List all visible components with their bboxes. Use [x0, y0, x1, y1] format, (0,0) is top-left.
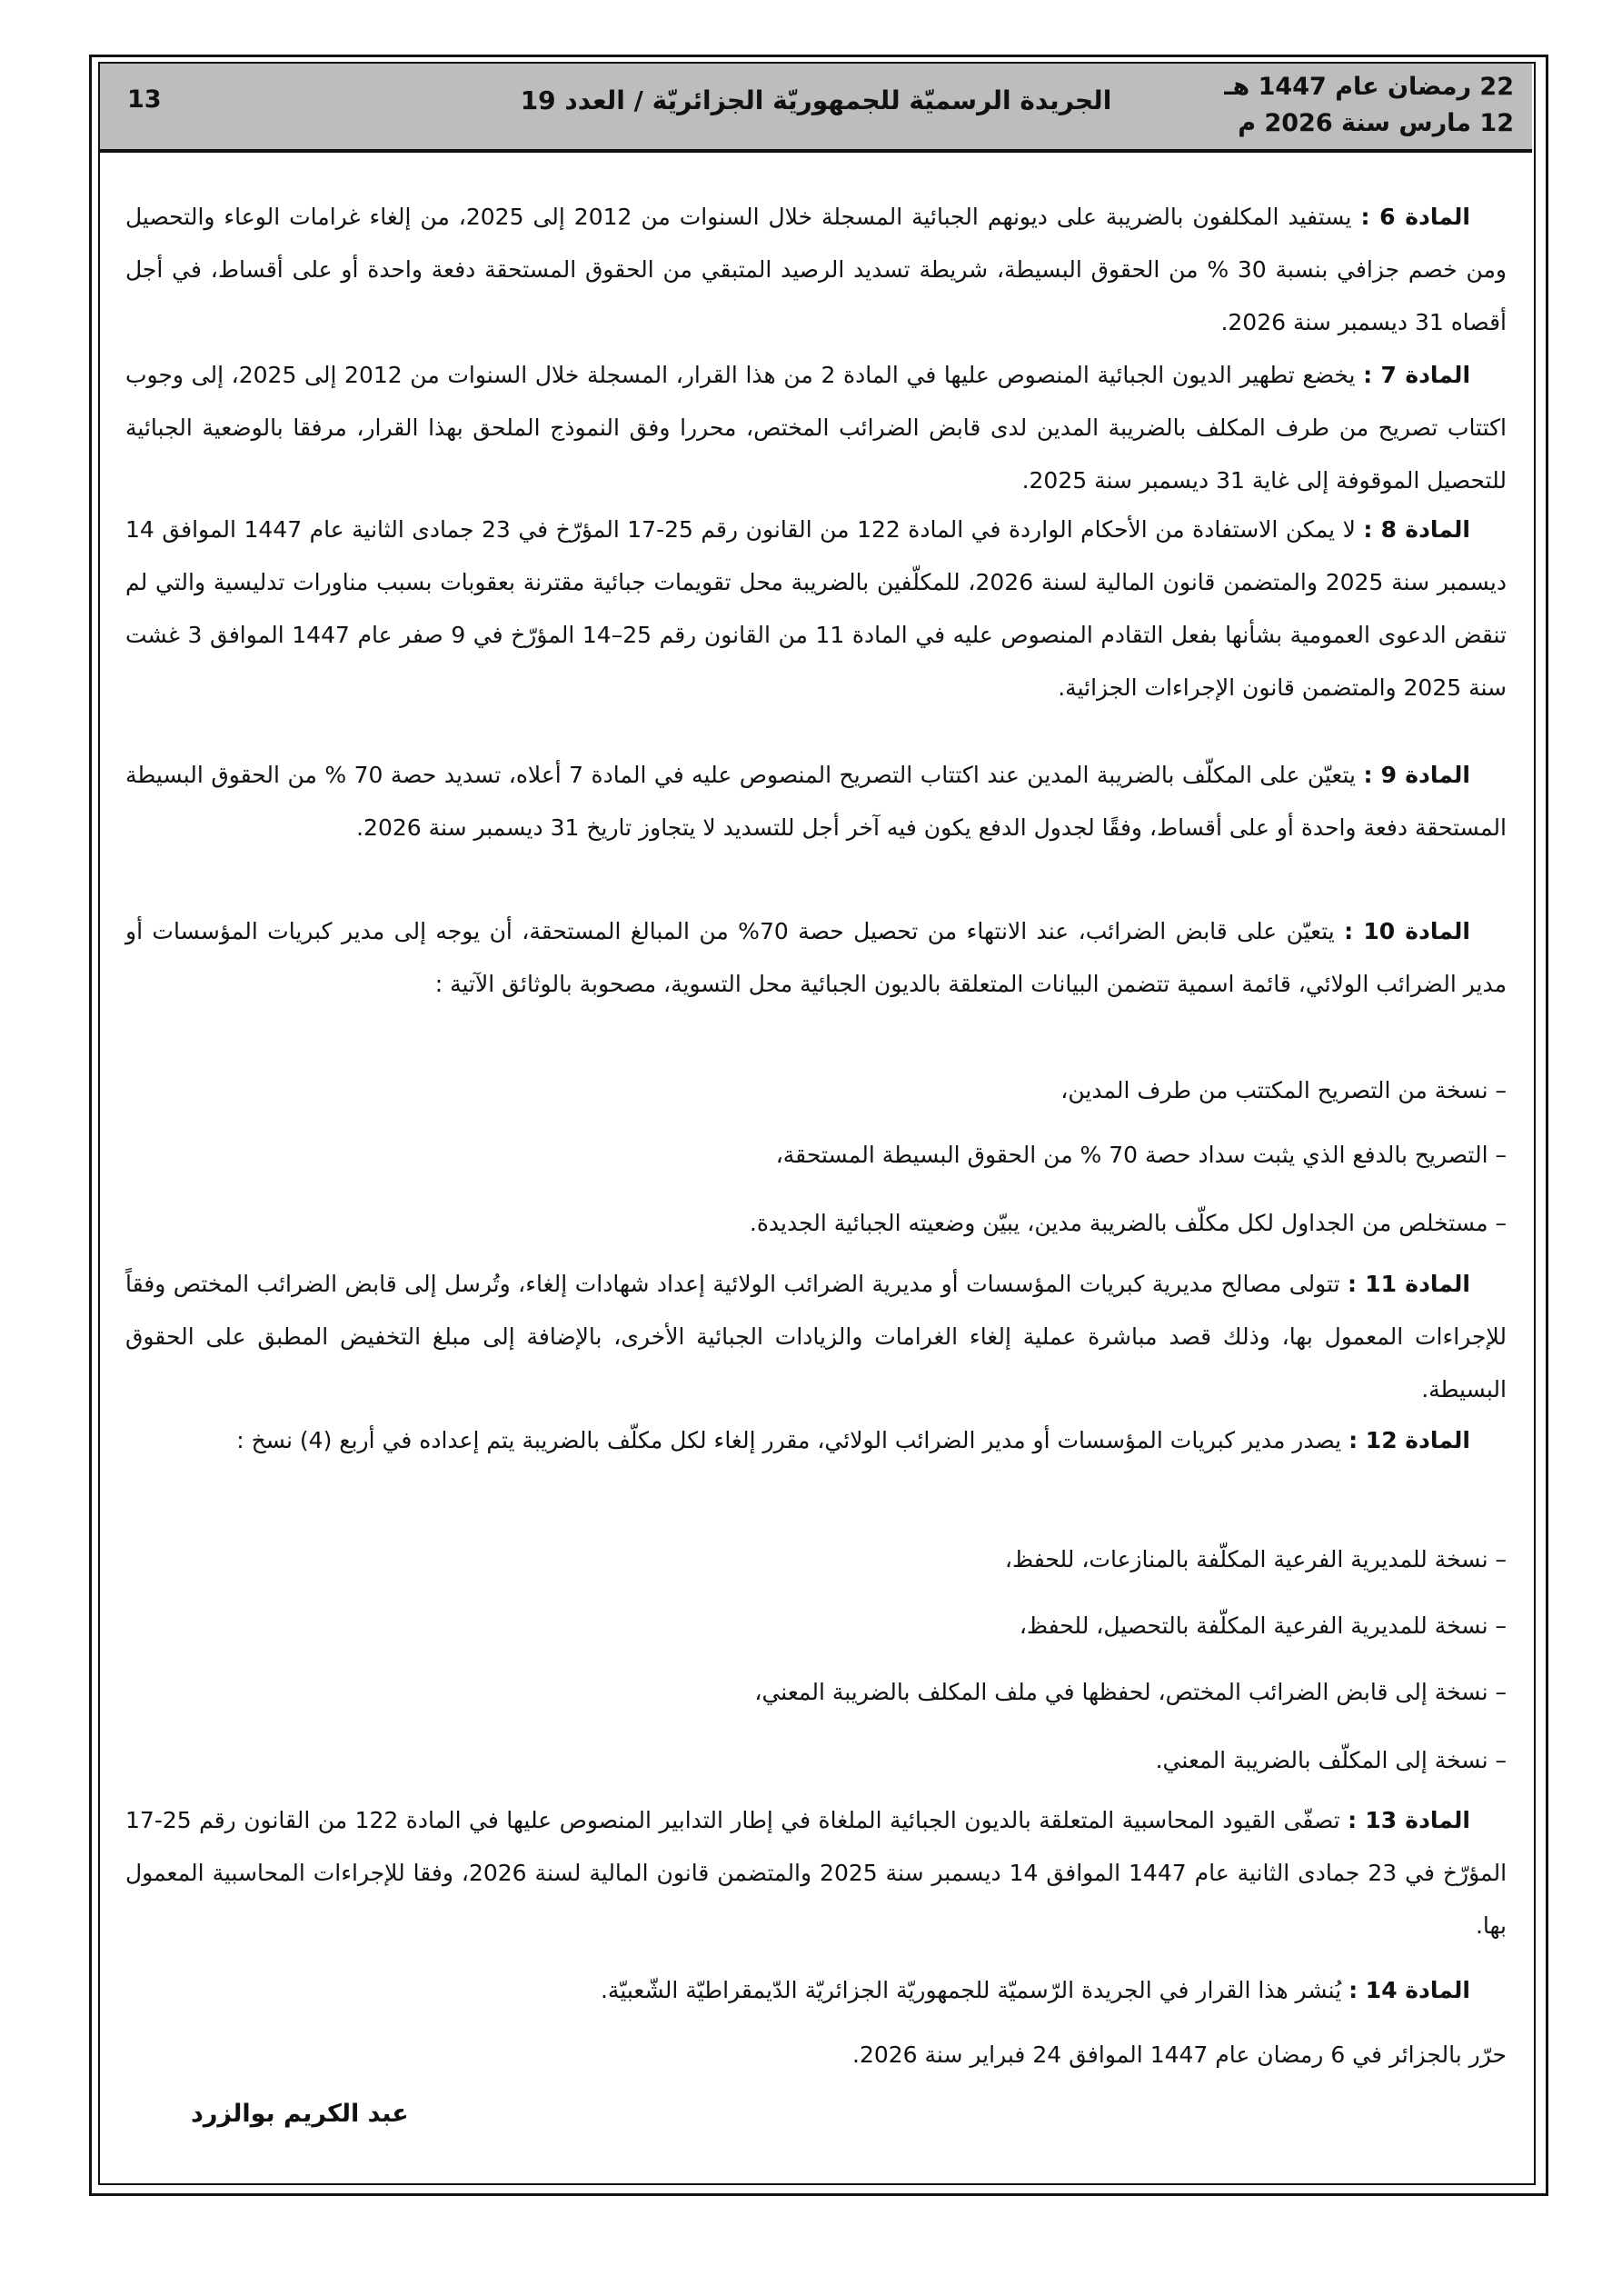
article-label: المادة 12 : — [1348, 1427, 1470, 1453]
article-7 — [125, 349, 1507, 507]
list-item: – مستخلص من الجداول لكل مكلّف بالضريبة مدين، يبيّن وضعيته الجبائية الجديدة. — [749, 1210, 1507, 1236]
article-label: المادة 10 : — [1344, 918, 1470, 944]
closing-date: حرّر بالجزائر في 6 رمضان عام 1447 الموافق 24 فبراير سنة 2026. — [852, 2041, 1507, 2068]
article-14 — [125, 1964, 1507, 2017]
article-12 — [125, 1414, 1507, 1467]
article-text: يخضع تطهير الديون الجبائية المنصوص عليها في المادة 2 من هذا القرار، المسجلة خلال السنوات من 2012 إلى 2025، إلى وجوب اكتتاب تصريح من طرف المكلف بالضريبة المدين لدى قابض الضرائب المختص، محررا وفق النموذج الملحق بهذا القرار، مرفقا بالوضعية الجبائية للتحصيل الموقوفة إلى غاية 31 ديسمبر سنة 2025. — [125, 362, 1507, 494]
article-text: يُنشر هذا القرار في الجريدة الرّسميّة للجمهوريّة الجزائريّة الدّيمقراطيّة الشّعبيّة. — [600, 1977, 1349, 2003]
date-hijri: 22 رمضان عام 1447 هـ — [1224, 73, 1514, 101]
article-6 — [125, 191, 1507, 349]
list-item: – نسخة للمديرية الفرعية المكلّفة بالتحصيل، للحفظ، — [1019, 1612, 1507, 1639]
article-text: يستفيد المكلفون بالضريبة على ديونهم الجبائية المسجلة خلال السنوات من 2012 إلى 2025، من إلغاء غرامات الوعاء والتحصيل ومن خصم جزافي بنسبة 30 % من الحقوق البسيطة، شريطة تسديد الرصيد المتبقي من الحقوق المستحقة دفعة واحدة أو على أقساط، في أجل أقصاه 31 ديسمبر سنة 2026. — [125, 204, 1507, 335]
article-text: يتعيّن على المكلّف بالضريبة المدين عند اكتتاب التصريح المنصوص عليه في المادة 7 أعلاه، تسديد حصة 70 % من الحقوق البسيطة المستحقة دفعة واحدة أو على أقساط، وفقًا لجدول الدفع يكون فيه آخر أجل للتسديد لا يتجاوز تاريخ 31 ديسمبر سنة 2026. — [125, 762, 1507, 841]
journal-title: الجريدة الرسميّة للجمهوريّة الجزائريّة / العدد 19 — [520, 85, 1112, 115]
article-label: المادة 14 : — [1348, 1977, 1470, 2003]
list-item: – نسخة للمديرية الفرعية المكلّفة بالمنازعات، للحفظ، — [1004, 1546, 1507, 1572]
article-text: يصدر مدير كبريات المؤسسات أو مدير الضرائب الولائي، مقرر إلغاء لكل مكلّف بالضريبة يتم إعداده في أربع (4) نسخ : — [236, 1427, 1349, 1453]
list-item: – نسخة إلى قابض الضرائب المختص، لحفظها في ملف المكلف بالضريبة المعني، — [754, 1679, 1507, 1705]
article-text: تتولى مصالح مديرية كبريات المؤسسات أو مديرية الضرائب الولائية إعداد شهادات إلغاء، وتُرسل إلى قابض الضرائب المختص وفقاً للإجراءات المعمول بها، وذلك قصد مباشرة عملية إلغاء الغرامات والزيادات الجبائية الأخرى، بالإضافة إلى مبلغ التخفيض المطبق على الحقوق البسيطة. — [125, 1271, 1507, 1403]
article-text: تصفّى القيود المحاسبية المتعلقة بالديون الجبائية الملغاة في إطار التدابير المنصوص عليها في المادة 122 من القانون رقم 25-17 المؤرّخ في 23 جمادى الثانية عام 1447 الموافق 14 ديسمبر سنة 2025 والمتضمن قانون المالية لسنة 2026، وفقا للإجراءات المحاسبية المعمول بها. — [125, 1807, 1508, 1939]
article-label: المادة 8 : — [1363, 516, 1470, 543]
list-item: – نسخة من التصريح المكتتب من طرف المدين، — [1060, 1077, 1507, 1103]
list-item: – نسخة إلى المكلّف بالضريبة المعني. — [1155, 1747, 1507, 1773]
signatory-name: عبد الكريم بوالزرد — [191, 2100, 409, 2128]
article-8 — [125, 504, 1507, 714]
article-label: المادة 6 : — [1360, 204, 1470, 230]
article-text: يتعيّن على قابض الضرائب، عند الانتهاء من تحصيل حصة 70% من المبالغ المستحقة، أن يوجه إلى مدير كبريات المؤسسات أو مدير الضرائب الولائي، قائمة اسمية تتضمن البيانات المتعلقة بالديون الجبائية محل التسوية، مصحوبة بالوثائق الآتية : — [125, 918, 1507, 997]
article-label: المادة 9 : — [1363, 762, 1470, 788]
article-13 — [125, 1794, 1507, 1952]
article-9 — [125, 749, 1507, 854]
page-header — [100, 64, 1532, 153]
article-11 — [125, 1258, 1507, 1416]
list-item: – التصريح بالدفع الذي يثبت سداد حصة 70 % من الحقوق البسيطة المستحقة، — [775, 1142, 1507, 1168]
date-gregorian: 12 مارس سنة 2026 م — [1238, 109, 1514, 137]
article-10 — [125, 905, 1507, 1011]
article-label: المادة 7 : — [1363, 362, 1471, 388]
article-label: المادة 13 : — [1348, 1807, 1471, 1833]
article-label: المادة 11 : — [1348, 1271, 1470, 1297]
page-number: 13 — [127, 85, 162, 114]
article-text: لا يمكن الاستفادة من الأحكام الواردة في المادة 122 من القانون رقم 25-17 المؤرّخ في 23 جمادى الثانية عام 1447 الموافق 14 ديسمبر سنة 2025 والمتضمن قانون المالية لسنة 2026، للمكلّفين بالضريبة محل تقويمات جبائية مقترنة بعقوبات بسبب مناورات تدليسية والتي لم تنقض الدعوى العمومية بشأنها بفعل التقادم المنصوص عليه في المادة 11 من القانون رقم 25–14 المؤرّخ في 9 صفر عام 1447 الموافق 3 غشت سنة 2025 والمتضمن قانون الإجراءات الجزائية. — [125, 516, 1508, 701]
